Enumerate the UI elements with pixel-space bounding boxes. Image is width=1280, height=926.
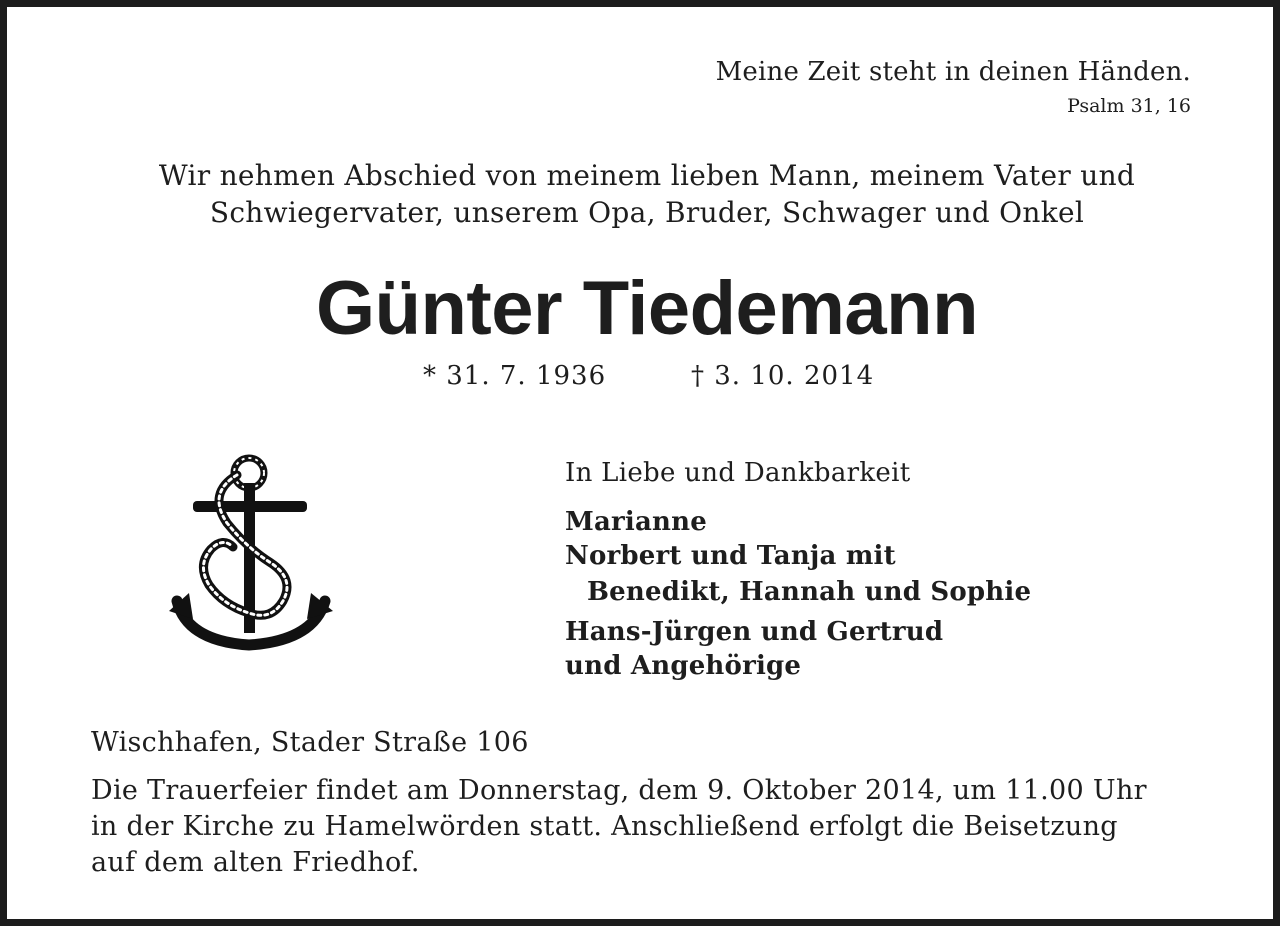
closing-phrase: In Liebe und Dankbarkeit bbox=[565, 458, 911, 488]
mourner-line: und Angehörige bbox=[565, 651, 802, 681]
mourner-line: Hans-Jürgen und Gertrud bbox=[565, 617, 944, 647]
birth-date: * 31. 7. 1936 bbox=[423, 361, 607, 391]
mourner-line: Marianne bbox=[565, 507, 707, 537]
address: Wischhafen, Stader Straße 106 bbox=[91, 727, 529, 758]
verse-reference: Psalm 31, 16 bbox=[1067, 95, 1191, 117]
anchor-icon bbox=[167, 453, 337, 653]
mourner-line: Benedikt, Hannah und Sophie bbox=[587, 577, 1032, 607]
death-date: † 3. 10. 2014 bbox=[691, 361, 875, 391]
mourner-line: Norbert und Tanja mit bbox=[565, 541, 896, 571]
intro-line-1: Wir nehmen Abschied von meinem lieben Mann, meinem Vater und bbox=[158, 159, 1136, 192]
service-info-line: in der Kirche zu Hamelwörden statt. Anschließend erfolgt die Beisetzung bbox=[91, 811, 1118, 842]
intro-line-2: Schwiegervater, unserem Opa, Bruder, Schwager und Onkel bbox=[209, 196, 1085, 229]
service-info-line: auf dem alten Friedhof. bbox=[91, 847, 420, 878]
bible-verse: Meine Zeit steht in deinen Händen. bbox=[715, 57, 1191, 87]
deceased-name: Günter Tiedemann bbox=[315, 266, 979, 351]
service-info-line: Die Trauerfeier findet am Donnerstag, dem 9. Oktober 2014, um 11.00 Uhr bbox=[91, 775, 1147, 806]
